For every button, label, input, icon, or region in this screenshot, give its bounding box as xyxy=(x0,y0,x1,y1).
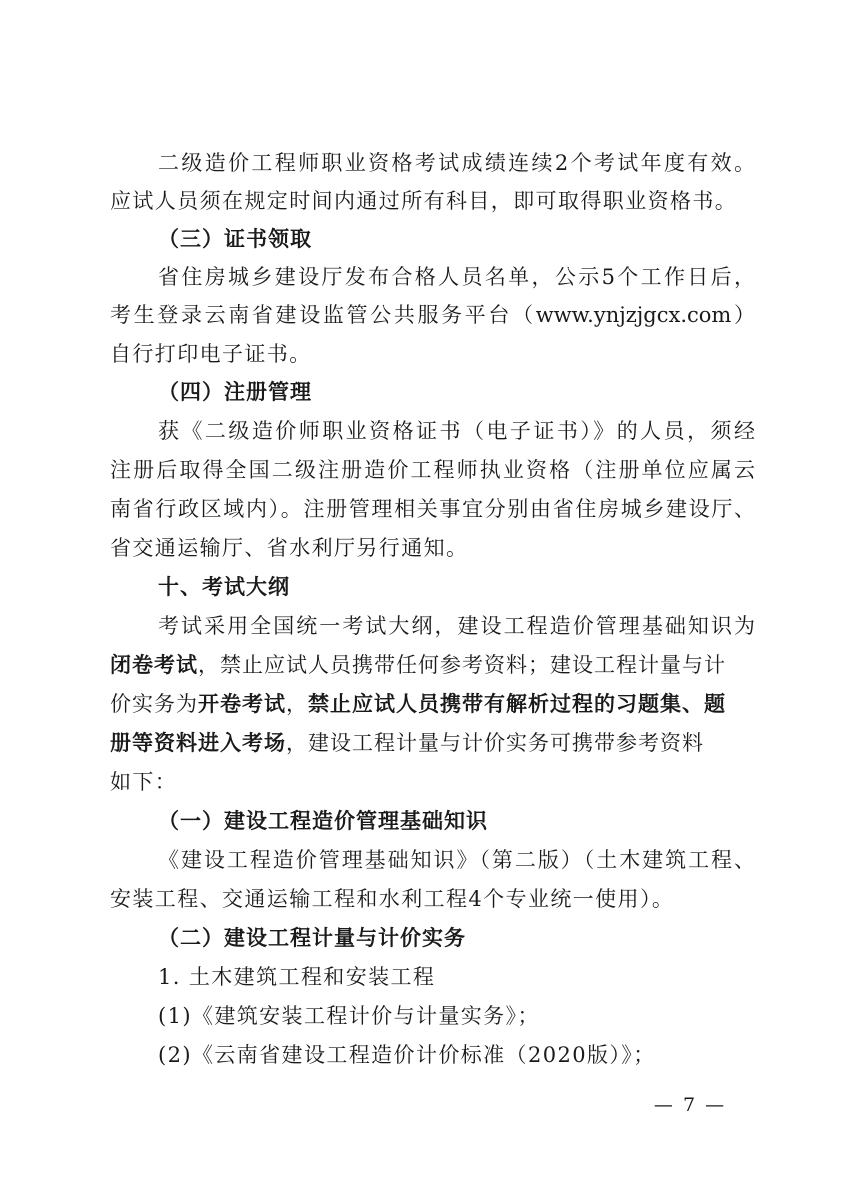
bold-prohibition-cont: 册等资料进入考场 xyxy=(110,731,286,755)
bold-open-book: 开卷考试 xyxy=(198,692,286,716)
list-item: (2)《云南省建设工程造价计价标准（2020版）》； xyxy=(158,1043,656,1067)
bold-prohibition: 禁止应试人员携带有解析过程的习题集、题 xyxy=(308,692,726,716)
paragraph-line: 安装工程、交通运输工程和水利工程4个专业统一使用）。 xyxy=(110,887,675,911)
paragraph-line: 《建设工程造价管理基础知识》（第二版）（土木建筑工程、 xyxy=(158,848,755,872)
section-heading-practice: （二）建设工程计量与计价实务 xyxy=(158,926,466,950)
paragraph-line xyxy=(110,650,755,680)
section-heading-registration: （四）注册管理 xyxy=(158,380,312,404)
paragraph-line: 南省行政区域内）。注册管理相关事宜分别由省住房城乡建设厅、 xyxy=(110,497,755,521)
text-run: ，禁止应试人员携带任何参考资料；建设工程计量与计 xyxy=(198,653,726,677)
section-heading-basic-knowledge: （一）建设工程造价管理基础知识 xyxy=(158,809,488,833)
paragraph-line: 自行打印电子证书。 xyxy=(110,342,312,366)
page-number: — 7 — xyxy=(653,1094,727,1116)
section-heading-certificate: （三）证书领取 xyxy=(158,227,312,251)
text-run: 价实务为 xyxy=(110,692,198,716)
list-item: (1)《建筑安装工程计价与计量实务》； xyxy=(158,1004,540,1028)
text-run: ， xyxy=(286,692,308,716)
chapter-heading-syllabus: 十、考试大纲 xyxy=(158,575,290,599)
paragraph-line: 获《二级造价师职业资格证书（电子证书）》的人员，须经 xyxy=(158,419,755,443)
paragraph-line xyxy=(110,728,755,758)
paragraph-line: 考试采用全国统一考试大纲，建设工程造价管理基础知识为 xyxy=(158,614,755,638)
paragraph-line: 省交通运输厅、省水利厅另行通知。 xyxy=(110,536,469,560)
paragraph-line: 考生登录云南省建设监管公共服务平台（www.ynjzjgcx.com） xyxy=(110,303,755,327)
paragraph-line: 如下： xyxy=(110,770,178,794)
text-run: ，建设工程计量与计价实务可携带参考资料 xyxy=(286,731,704,755)
paragraph-line: 应试人员须在规定时间内通过所有科目，即可取得职业资格书。 xyxy=(110,189,738,213)
paragraph-line: 省住房城乡建设厅发布合格人员名单，公示5个工作日后， xyxy=(158,265,755,289)
paragraph-line: 二级造价工程师职业资格考试成绩连续2个考试年度有效。 xyxy=(158,151,755,175)
bold-closed-book: 闭卷考试 xyxy=(110,653,198,677)
list-item: 1. 土木建筑工程和安装工程 xyxy=(158,965,436,989)
paragraph-line: 注册后取得全国二级注册造价工程师执业资格（注册单位应属云 xyxy=(110,458,755,482)
paragraph-line xyxy=(110,689,755,719)
